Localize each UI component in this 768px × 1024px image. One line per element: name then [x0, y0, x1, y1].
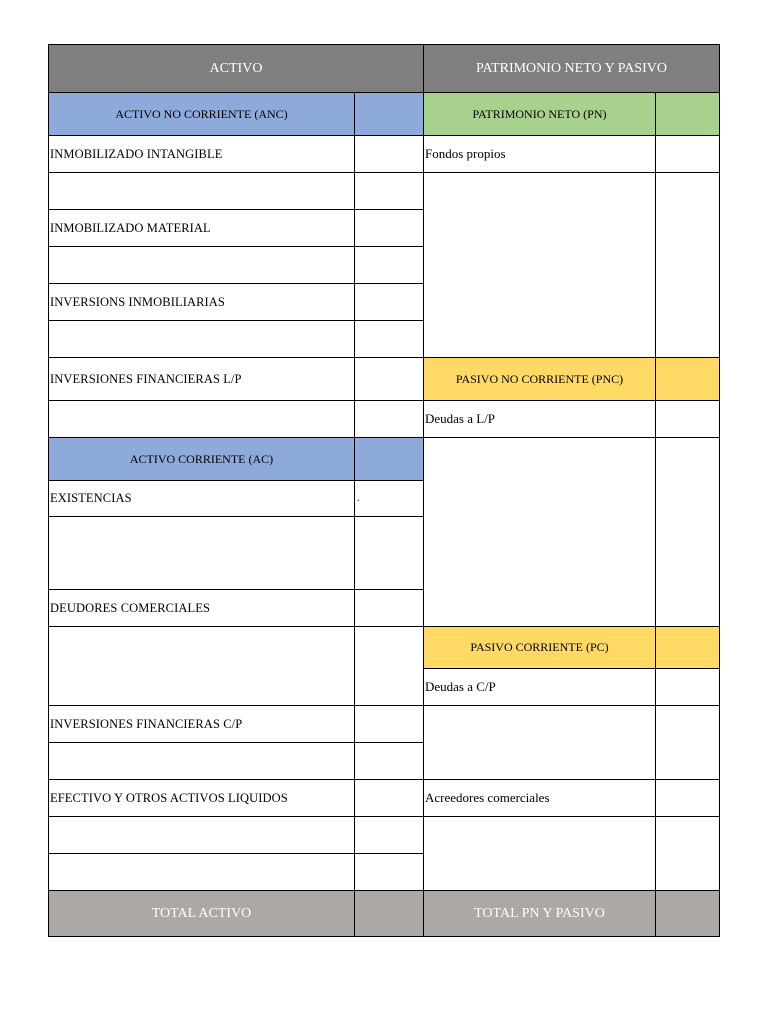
- total-activo-label: TOTAL ACTIVO: [151, 905, 252, 921]
- activo-header: [48, 44, 424, 93]
- inversiones-financieras-cp-label: INVERSIONES FINANCIERAS C/P: [50, 716, 243, 731]
- pc-blank-area[interactable]: [423, 705, 656, 780]
- total-pn-pasivo-value[interactable]: [655, 890, 720, 937]
- existencias-mark: .: [357, 493, 360, 504]
- blank-row-label[interactable]: [48, 516, 355, 590]
- anc-value-cell[interactable]: [354, 92, 424, 136]
- blank-row-value[interactable]: [354, 626, 424, 706]
- activo-header-label: ACTIVO: [209, 60, 263, 76]
- blank-row-label[interactable]: [48, 626, 355, 706]
- patrimonio-pasivo-header-label: PATRIMONIO NETO Y PASIVO: [476, 60, 667, 76]
- inversiones-inmobiliarias-label: INVERSIONS INMOBILIARIAS: [50, 294, 225, 309]
- blank-row-label[interactable]: [48, 816, 355, 854]
- deudas-lp-label: Deudas a L/P: [425, 411, 496, 426]
- patrimonio-pasivo-header: [423, 44, 720, 93]
- inmovilizado-material-label: INMOBILIZADO MATERIAL: [50, 220, 211, 235]
- inversiones-financieras-lp-label: INVERSIONES FINANCIERAS L/P: [50, 371, 242, 386]
- deudas-lp-value[interactable]: [655, 400, 720, 438]
- pnc-value-cell[interactable]: [655, 357, 720, 401]
- blank-row-value[interactable]: [354, 400, 424, 438]
- anc-section-header: [48, 92, 355, 136]
- deudas-cp-value[interactable]: [655, 668, 720, 706]
- blank-row-label[interactable]: [48, 246, 355, 284]
- inversiones-financieras-lp-value[interactable]: [354, 357, 424, 401]
- fondos-propios-value[interactable]: [655, 135, 720, 173]
- blank-row-label[interactable]: [48, 742, 355, 780]
- pn-blank-area[interactable]: [423, 172, 656, 358]
- deudores-comerciales-value[interactable]: [354, 589, 424, 627]
- blank-row-label[interactable]: [48, 400, 355, 438]
- acreedores-comerciales-row[interactable]: [423, 779, 656, 817]
- acreedores-blank-value[interactable]: [655, 816, 720, 891]
- efectivo-label: EFECTIVO Y OTROS ACTIVOS LIQUIDOS: [50, 790, 288, 805]
- total-activo-cell: [48, 890, 355, 937]
- inversiones-inmobiliarias-row[interactable]: [48, 283, 355, 321]
- efectivo-row[interactable]: [48, 779, 355, 817]
- inversiones-financieras-lp-row[interactable]: [48, 357, 355, 401]
- pn-section-label: PATRIMONIO NETO (PN): [472, 106, 607, 121]
- inmovilizado-intangible-row[interactable]: [48, 135, 355, 173]
- pc-blank-value[interactable]: [655, 705, 720, 780]
- existencias-label: EXISTENCIAS: [50, 491, 132, 505]
- blank-row-label[interactable]: [48, 853, 355, 891]
- inversiones-financieras-cp-value[interactable]: [354, 705, 424, 743]
- acreedores-comerciales-value[interactable]: [655, 779, 720, 817]
- inmovilizado-intangible-label: INMOBILIZADO INTANGIBLE: [50, 146, 223, 161]
- deudas-lp-row[interactable]: [423, 400, 656, 438]
- anc-section-label: ACTIVO NO CORRIENTE (ANC): [115, 106, 288, 121]
- pn-value-cell[interactable]: [655, 92, 720, 136]
- pc-section-header: [423, 626, 656, 669]
- efectivo-value[interactable]: [354, 779, 424, 817]
- inmovilizado-material-value[interactable]: [354, 209, 424, 247]
- total-pn-pasivo-label: TOTAL PN Y PASIVO: [474, 905, 605, 921]
- fondos-propios-row[interactable]: [423, 135, 656, 173]
- blank-row-value[interactable]: [354, 516, 424, 590]
- inversiones-financieras-cp-row[interactable]: [48, 705, 355, 743]
- deudores-comerciales-label: DEUDORES COMERCIALES: [50, 600, 210, 615]
- total-pn-pasivo-cell: [423, 890, 656, 937]
- fondos-propios-label: Fondos propios: [425, 146, 506, 161]
- ac-section-header: [48, 437, 355, 481]
- blank-row-value[interactable]: [354, 816, 424, 854]
- total-activo-value[interactable]: [354, 890, 424, 937]
- blank-row-value[interactable]: [354, 246, 424, 284]
- existencias-value[interactable]: [354, 480, 424, 517]
- blank-row-value[interactable]: [354, 853, 424, 891]
- blank-row-value[interactable]: [354, 320, 424, 358]
- acreedores-comerciales-label: Acreedores comerciales: [425, 790, 550, 805]
- pnc-blank-area[interactable]: [423, 437, 656, 627]
- inmovilizado-intangible-value[interactable]: [354, 135, 424, 173]
- ac-value-cell[interactable]: [354, 437, 424, 481]
- inversiones-inmobiliarias-value[interactable]: [354, 283, 424, 321]
- inmovilizado-material-row[interactable]: [48, 209, 355, 247]
- pn-section-header: [423, 92, 656, 136]
- acreedores-blank-area[interactable]: [423, 816, 656, 891]
- deudas-cp-row[interactable]: [423, 668, 656, 706]
- ac-section-label: ACTIVO CORRIENTE (AC): [129, 451, 274, 466]
- pc-section-label: PASIVO CORRIENTE (PC): [470, 640, 609, 654]
- existencias-row[interactable]: [48, 480, 355, 517]
- blank-row-value[interactable]: [354, 742, 424, 780]
- pnc-section-header: [423, 357, 656, 401]
- pnc-blank-value[interactable]: [655, 437, 720, 627]
- blank-row-value[interactable]: [354, 172, 424, 210]
- deudores-comerciales-row[interactable]: [48, 589, 355, 627]
- pnc-section-label: PASIVO NO CORRIENTE (PNC): [455, 371, 624, 386]
- pc-value-cell[interactable]: [655, 626, 720, 669]
- blank-row-label[interactable]: [48, 320, 355, 358]
- deudas-cp-label: Deudas a C/P: [425, 679, 496, 694]
- pn-blank-value[interactable]: [655, 172, 720, 358]
- blank-row-label[interactable]: [48, 172, 355, 210]
